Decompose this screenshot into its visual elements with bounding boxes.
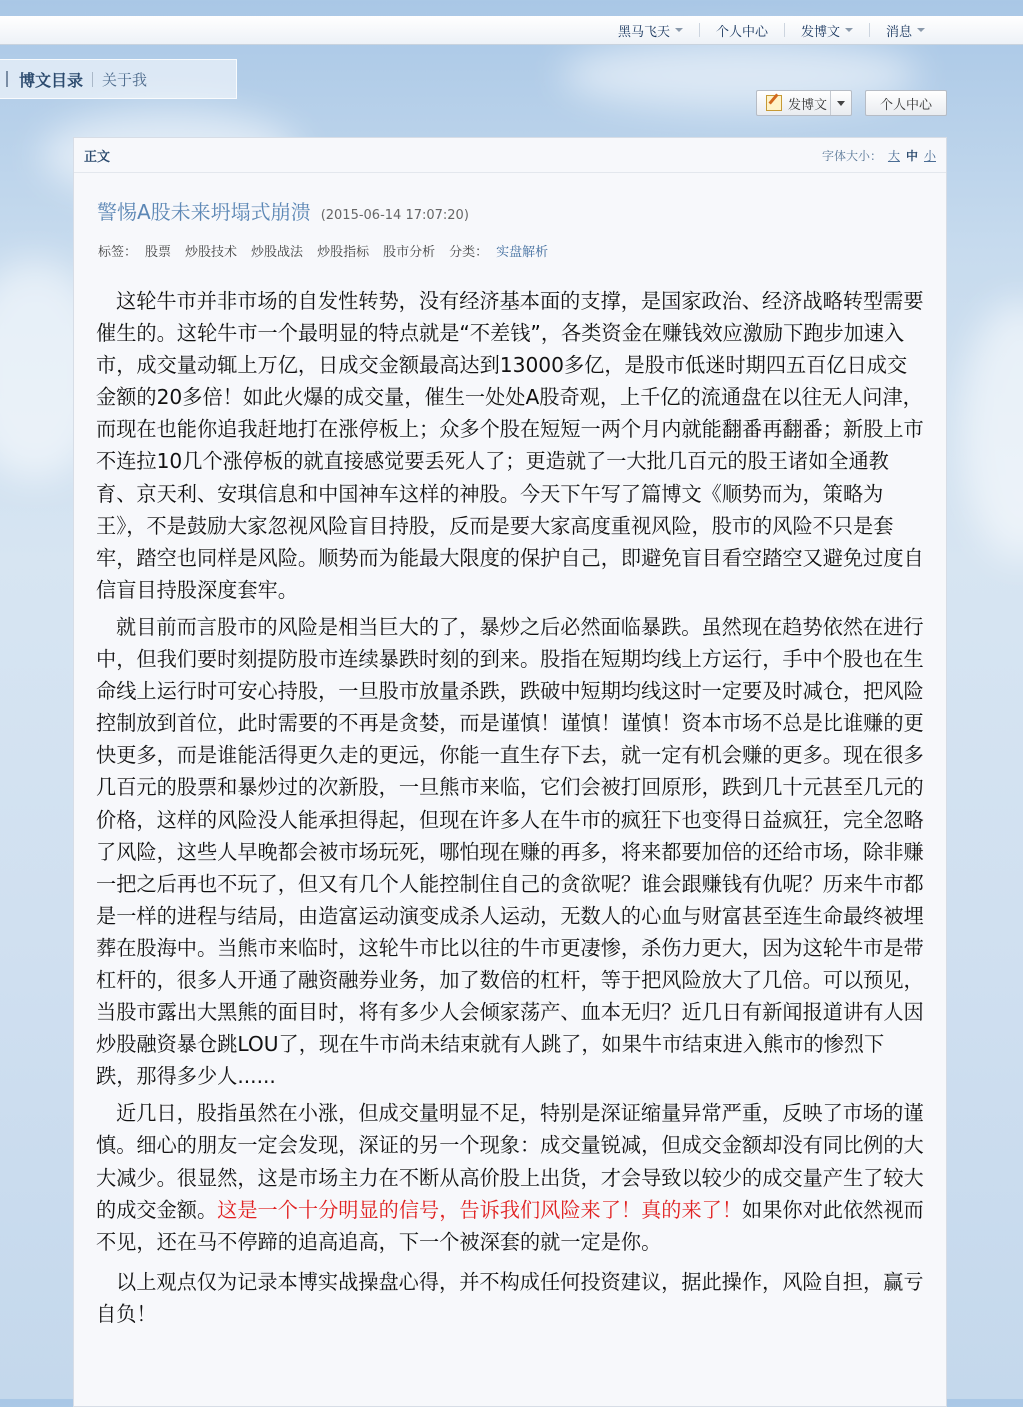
post-blog-button[interactable] [756,90,852,116]
blog-catalog-link[interactable]: 博文目录 [19,70,84,90]
user-menu[interactable] [602,23,699,40]
tag-link[interactable]: 股票 [145,245,172,260]
tag-link[interactable]: 炒股技术 [185,245,238,260]
personal-center-link[interactable] [699,23,784,40]
panel-header [74,138,946,173]
warning-text: 这是一个十分明显的信号，告诉我们风险来了！真的来了！ [217,1197,743,1222]
font-size-label: 字体大小： [821,148,882,163]
article-body [96,285,924,1330]
article-date: (2015-06-14 17:07:20) [320,208,469,223]
font-size-selector [822,147,936,164]
nav-separator [92,72,93,87]
article-panel [73,137,947,1407]
personal-center-button[interactable] [865,90,947,116]
article-title-row [97,196,469,225]
section-title: 正文 [84,149,111,165]
paragraph-3 [96,1097,924,1257]
paragraph-2: 就目前而言股市的风险是相当巨大的了，暴炒之后必然面临暴跌。虽然现在趋势依然在进行中，但我们要时刻提防股市连续暴跌时刻的到来。股指在短期均线上方运行，手中个股也在生命线上运行时可安心持股，一旦股市放量杀跌，跌破中短期均线这时一定要及时减仓，把风险控制放到首位，此时需要的不再是贪婪，而是谨慎！谨慎！谨慎！资本市场不总是比谁赚的更快更多，而是谁能活得更久走的更远，你能一直生存下去，就一定有机会赚的更多。现在很多几百元的股票和暴炒过的次新股，一旦熊市来临，它们会被打回原形，跌到几十元甚至几元的价格，这样的风险没人能承担得起，但现在许多人在牛市的疯狂下也变得日益疯狂，完全忽略了风险，这些人早晚都会被市场玩死，哪怕现在赚的再多，将来都要加倍的还给市场，除非赚一把之后再也不玩了，但又有几个人能控制住自己的贪欲呢？谁会跟赚钱有仇呢？历来牛市都是一样的进程与结局，由造富运动演变成杀人运动，无数人的心血与财富甚至连生命最终被埋葬在股海中。当熊市来临时，这轮牛市比以往的牛市更凄惨，杀伤力更大，因为这轮牛市是带杠杆的，很多人开通了融资融券业务，加了数倍的杠杆，等于把风险放大了几倍。可以预见，当股市露出大黑熊的面目时，将有多少人会倾家荡产、血本无归？近几日有新闻报道讲有人因炒股融资暴仓跳LOU了，现在牛市尚未结束就有人跳了，如果牛市结束进入熊市的惨烈下跌，那得多少人...... [96,614,924,1089]
top-nav [602,16,941,44]
tags-label: 标签： [98,245,138,260]
category-label: 分类： [449,245,489,260]
personal-center-label: 个人中心 [715,24,768,40]
chevron-down-icon [845,28,853,32]
post-blog-button-label: 发博文 [788,97,828,113]
font-size-small[interactable]: 小 [923,148,936,163]
chevron-down-icon [675,28,683,32]
edit-icon [766,95,782,111]
tag-row [98,241,548,260]
tag-link[interactable]: 炒股战法 [251,245,304,260]
category-link[interactable]: 实盘解析 [496,245,549,260]
tag-link[interactable]: 股市分析 [383,245,436,260]
font-size-medium[interactable]: 中 [905,148,918,163]
disclaimer-paragraph: 以上观点仅为记录本博实战操盘心得，并不构成任何投资建议，据此操作，风险自担，赢亏自负！ [96,1269,924,1326]
tag-link[interactable]: 炒股指标 [317,245,370,260]
about-me-link[interactable]: 关于我 [102,70,148,89]
font-size-large[interactable]: 大 [887,148,900,163]
messages-menu[interactable] [869,23,941,40]
chevron-down-icon [917,28,925,32]
chevron-down-icon [837,101,845,106]
article-title: 警惕A股未来坍塌式崩溃 [97,200,311,224]
post-blog-menu[interactable] [784,23,869,40]
top-bar [0,16,1023,45]
blog-nav [0,59,237,99]
paragraph-3-tail: 如果你对此依然视而不见，还在马不停蹄的追高追高，下一个被深套的就一定是你。 [96,1197,924,1254]
user-name: 黑马飞天 [617,24,670,40]
post-blog-dropdown[interactable] [830,91,851,115]
post-blog-label: 发博文 [800,24,840,40]
personal-center-button-label: 个人中心 [879,97,932,113]
messages-label: 消息 [885,24,912,40]
paragraph-3-text: 近几日，股指虽然在小涨，但成交量明显不足，特别是深证缩量异常严重，反映了市场的谨慎。细心的朋友一定会发现，深证的另一个现象：成交量锐减，但成交金额却没有同比例的大大减少。很显然，这是市场主力在不断从高价股上出货，才会导致以较少的成交量产生了较大的成交金额。 [96,1101,924,1222]
paragraph-1: 这轮牛市并非市场的自发性转势，没有经济基本面的支撑，是国家政治、经济战略转型需要催生的。这轮牛市一个最明显的特点就是“不差钱”，各类资金在赚钱效应激励下跑步加速入市，成交量动辄上万亿，日成交金额最高达到13000多亿，是股市低迷时期四五百亿日成交金额的20多倍！如此火爆的成交量，催生一处处A股奇观，上千亿的流通盘在以往无人问津，而现在也能你追我赶地打在涨停板上；众多个股在短短一两个月内就能翻番再翻番；新股上市不连拉10几个涨停板的就直接感觉要丢死人了；更造就了一大批几百元的股王诸如全通教育、京天利、安琪信息和中国神车这样的神股。今天下午写了篇博文《顺势而为，策略为王》，不是鼓励大家忽视风险盲目持股，反而是要大家高度重视风险，股市的风险不只是套牢，踏空也同样是风险。顺势而为能最大限度的保护自己，即避免盲目看空踏空又避免过度自信盲目持股深度套牢。 [96,289,924,602]
nav-divider [6,71,8,87]
